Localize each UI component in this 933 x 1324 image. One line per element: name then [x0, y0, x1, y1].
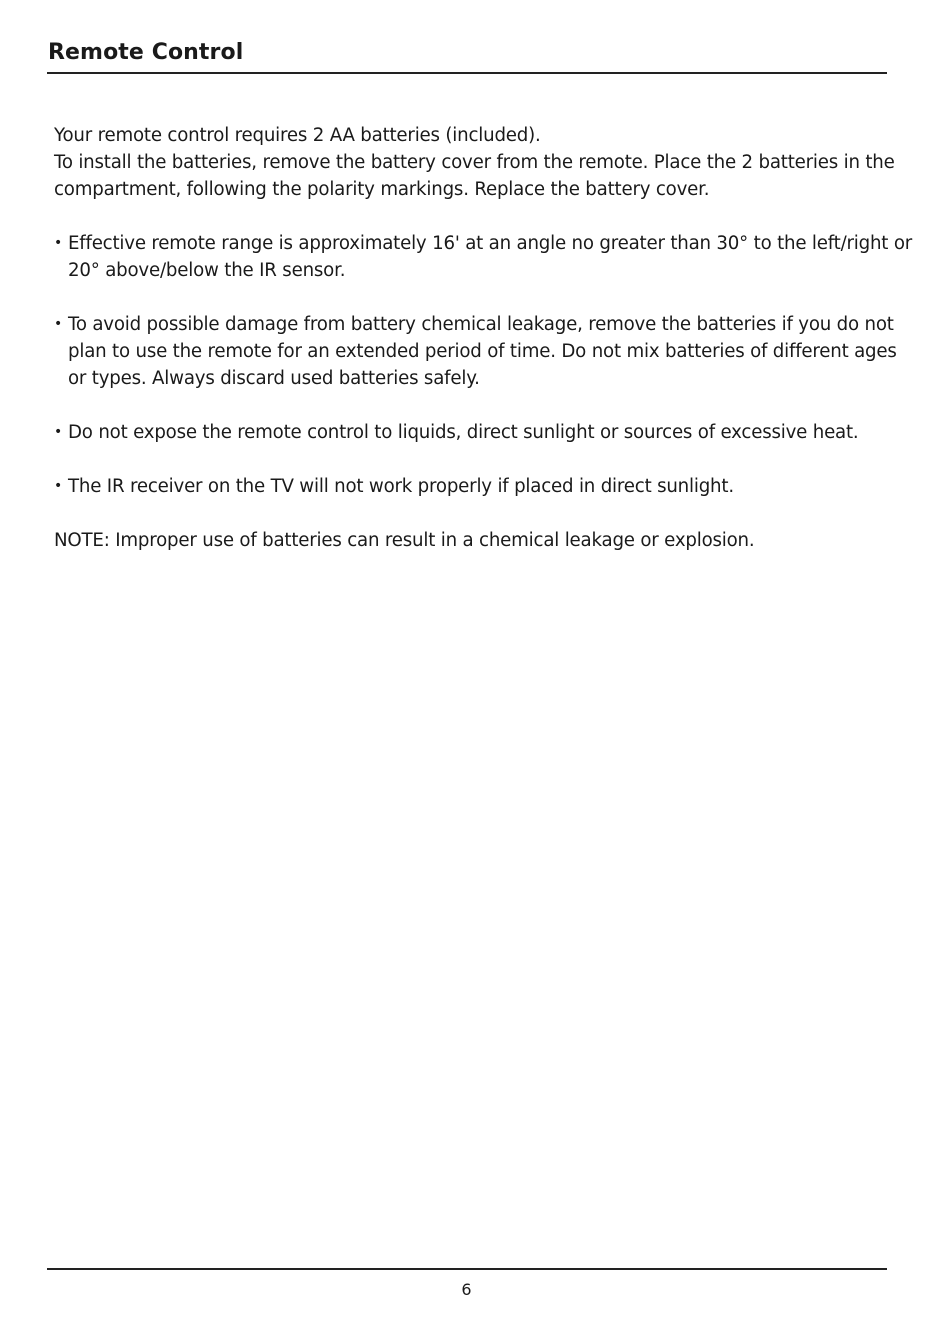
bullet-battery-leakage: [54, 311, 914, 392]
bullet-text: The IR receiver on the TV will not work properly if placed in direct sunlight.: [68, 476, 734, 497]
bullet-marker: •: [54, 316, 63, 332]
bullet-marker: •: [54, 478, 63, 494]
bullet-text: Effective remote range is approximately 16' at an angle no greater than 30° to the left/right or 20° above/below the IR sensor.: [68, 233, 913, 281]
bullet-text: Do not expose the remote control to liquids, direct sunlight or sources of excessive heat.: [68, 422, 859, 443]
intro-battery-requirement: Your remote control requires 2 AA batteries (included).: [54, 125, 541, 146]
bullet-marker: •: [54, 424, 63, 440]
bullet-exposure-warning: [54, 419, 914, 446]
bullet-remote-range: [54, 230, 914, 284]
bullet-ir-receiver: [54, 473, 914, 500]
spacer: [54, 203, 914, 230]
bullet-marker: •: [54, 235, 63, 251]
page-content: [54, 122, 914, 554]
header-divider: [47, 72, 887, 74]
spacer: [54, 392, 914, 419]
note-text: NOTE: Improper use of batteries can result in a chemical leakage or explosion.: [54, 530, 755, 551]
intro-install-instructions: To install the batteries, remove the battery cover from the remote. Place the 2 batteries in the compartment, following the polarity markings. Replace the battery cover.: [54, 152, 895, 200]
spacer: [54, 284, 914, 311]
footer-divider: [47, 1268, 887, 1270]
bullet-text: To avoid possible damage from battery chemical leakage, remove the batteries if you do not plan to use the remote for an extended period of time. Do not mix batteries of different ages or types. Always discard used batteries safely.: [68, 314, 897, 389]
spacer: [54, 500, 914, 527]
page-number: 6: [461, 1280, 472, 1299]
page-title: Remote Control: [48, 40, 244, 65]
spacer: [54, 446, 914, 473]
